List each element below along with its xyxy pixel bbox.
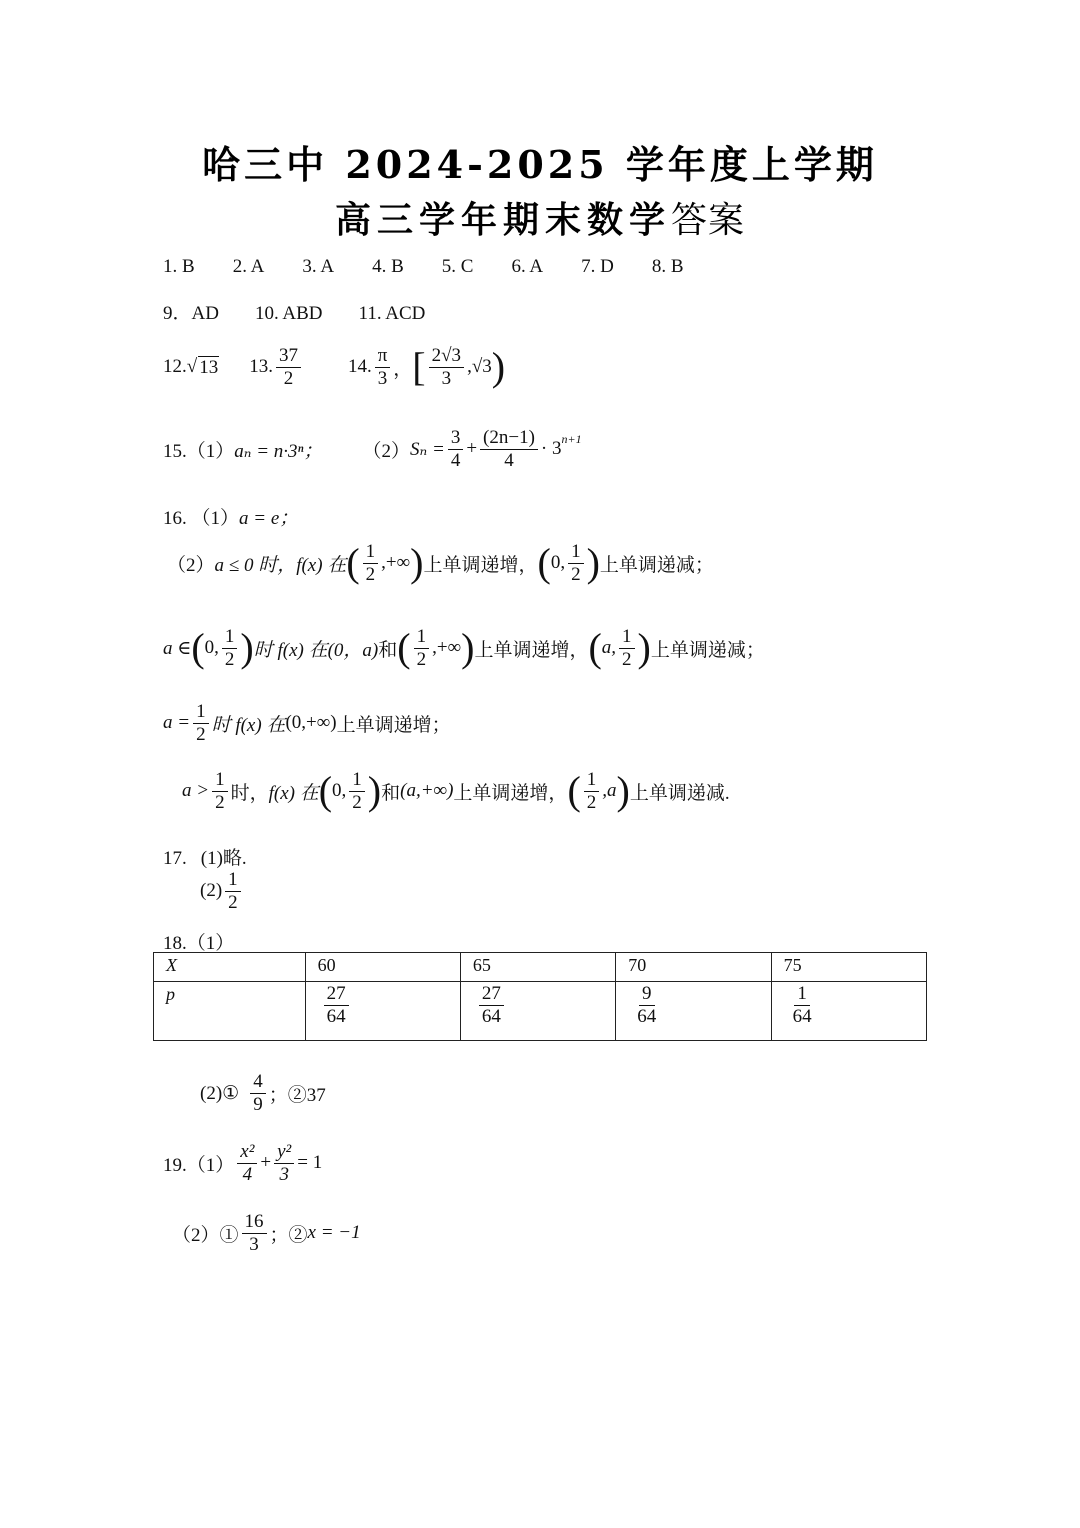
answer-3: 3. A (302, 256, 335, 277)
answer-18-part2: (2)① $\frac{4}{9}$ ；②37 (200, 1071, 326, 1115)
q15-part1: aₙ = n·3ⁿ； (234, 440, 323, 462)
page-subtitle (0, 192, 1080, 243)
title-line-2-answer: 答案 (671, 200, 746, 241)
table-cell: $\frac{27}{64}$ (460, 982, 615, 1041)
answer-6: 6. A (511, 256, 544, 277)
answer-2: 2. A (232, 256, 265, 277)
q13-label: 13. (249, 356, 273, 378)
answers-12-14: 12. √ 13 13. $\frac{37}{2}$ 14. $\frac{\pi}{3}$ ， [ $\frac{2√3}{3}$ , √3 ) (163, 344, 506, 390)
table-cell: 65 (460, 953, 615, 982)
left-bracket-icon: [ (412, 344, 426, 390)
table-cell: 75 (771, 953, 926, 982)
answer-11: 11. ACD (358, 303, 426, 324)
answer-4: 4. B (372, 256, 404, 277)
q13-fraction: $\frac{37}{2}$ (276, 346, 301, 389)
q14-interval-upper: √3 (471, 356, 492, 378)
table-cell: $\frac{9}{64}$ (616, 982, 771, 1041)
q14-label: 14. (347, 356, 372, 378)
q15-part2-lhs: Sₙ = (410, 438, 445, 460)
sqrt-icon: √ (186, 356, 198, 378)
answer-19-part1: 19.（1） $\frac{\text{x²}}{4}$ + $\frac{\text{y²}}{3}$ = 1 (163, 1141, 323, 1185)
answer-8: 8. B (651, 256, 684, 277)
answers-1-8 (163, 256, 684, 278)
table-cell: 60 (305, 953, 460, 982)
q12-value: 13 (199, 356, 219, 378)
answer-7: 7. D (581, 256, 614, 277)
answer-17-part1: 17. (1)略. (163, 848, 247, 869)
answer-16-line5: a > $\frac{1}{2}$ 时， f(x) 在 ( 0, $\frac{1}{2}$ ) 和 (a,+∞) 上单调递增， ( $\frac{1}{2}$ ,a ) 上单调递减. (182, 768, 730, 814)
table-cell: X (154, 953, 306, 982)
answer-1: 1. B (163, 256, 195, 277)
answer-5: 5. C (441, 256, 474, 277)
title-line-2: 高三学年期末数学 (334, 199, 671, 241)
title-line-1: 哈三中 2024-2025 学年度上学期 (202, 142, 878, 187)
answer-16-line4: a = $\frac{1}{2}$ 时 f(x) 在 (0,+∞) 上单调递增； (163, 701, 451, 745)
table-row (154, 953, 927, 982)
answer-17-part2: (2) $\frac{1}{2}$ (200, 870, 244, 913)
table-cell: p (154, 982, 306, 1041)
answer-18-label: 18.（1） (163, 933, 235, 954)
table-cell: $\frac{27}{64}$ (305, 982, 460, 1041)
answer-15: 15.（1） aₙ = n·3ⁿ； （2） Sₙ = $\frac{3}{4}$ + $\frac{(2n-1)}{4}$ · 3 $^{n+1}$ (163, 427, 582, 471)
answer-16-line2: （2） a ≤ 0 时， f(x) 在 ( $\frac{1}{2}$ ,+∞ ) 上单调递增， ( 0, $\frac{1}{2}$ ) 上单调递减； (167, 540, 714, 586)
table-row (154, 982, 927, 1041)
answers-9-11 (163, 298, 425, 325)
q14-fraction: $\frac{\pi}{3}$ (375, 346, 391, 389)
table-cell: $\frac{1}{64}$ (771, 982, 926, 1041)
table-cell: 70 (616, 953, 771, 982)
answer-19-part2: （2）① $\frac{16}{3}$ ；② x = −1 (172, 1211, 361, 1255)
page-title (0, 134, 1080, 189)
answer-10: 10. ABD (254, 303, 323, 324)
right-paren-icon: ) (491, 344, 506, 390)
distribution-table (153, 952, 927, 1041)
answer-16-line3: a ∈ ( 0, $\frac{1}{2}$ ) 时 f(x) 在 (0，a) 和 ( $\frac{1}{2}$ ,+∞ ) 上单调递增， ( a, $\frac{1}{2}$ ) 上单调递减； (163, 625, 765, 671)
answer-16-part1: 16. （1）a = e； (163, 508, 299, 529)
q12-label: 12. (163, 356, 187, 378)
q14-interval-lower: $\frac{2√3}{3}$ (429, 346, 464, 389)
answer-9: 9．AD (163, 303, 219, 324)
